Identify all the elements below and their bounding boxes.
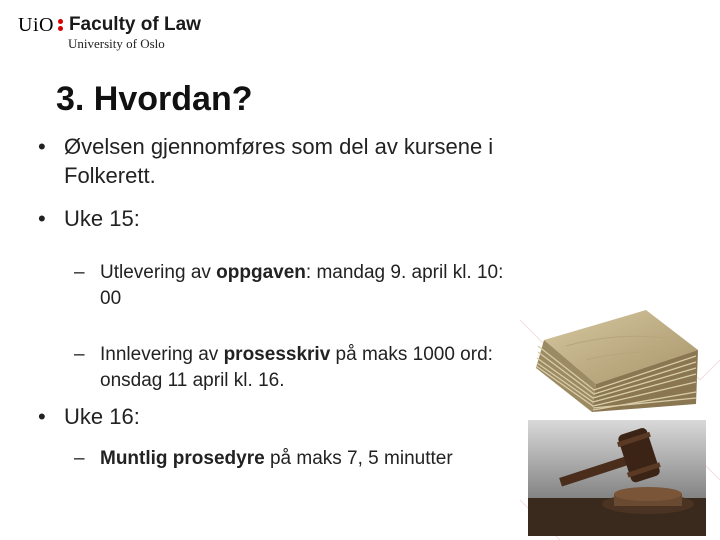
bullet-text: Uke 15: [64, 206, 140, 231]
sub-bullet-item [74, 260, 514, 312]
bullet-text: Uke 16: [64, 404, 140, 429]
sub-bullet-item [74, 342, 514, 394]
bullet-icon: • [38, 134, 46, 159]
logo-dots-icon [58, 18, 63, 32]
logo-university: University of Oslo [68, 36, 165, 51]
logo-uio: UiO [18, 13, 54, 36]
bullet-item [38, 132, 508, 190]
dash-icon: – [74, 262, 85, 283]
gavel-image [528, 420, 706, 536]
uio-logo [18, 13, 201, 51]
sub-bullet-text: Muntlig prosedyre på maks 7, 5 minutter [100, 448, 453, 469]
slide-title: 3. Hvordan? [56, 80, 253, 118]
bullet-item [38, 402, 508, 431]
bullet-icon: • [38, 206, 46, 231]
bullet-icon: • [38, 404, 46, 429]
papers-image [526, 300, 702, 414]
sub-bullet-item [74, 446, 514, 472]
logo-faculty: Faculty of Law [68, 14, 201, 35]
dash-icon: – [74, 448, 85, 469]
dash-icon: – [74, 344, 85, 365]
sub-bullet-text: Utlevering av oppgaven: mandag 9. april kl. 10: 00 [100, 262, 504, 309]
bullet-item [38, 204, 508, 233]
bullet-text: Øvelsen gjennomføres som del av kursene i Folkerett. [64, 134, 494, 188]
sub-bullet-text: Innlevering av prosesskriv på maks 1000 ord: onsdag 11 april kl. 16. [100, 344, 493, 391]
